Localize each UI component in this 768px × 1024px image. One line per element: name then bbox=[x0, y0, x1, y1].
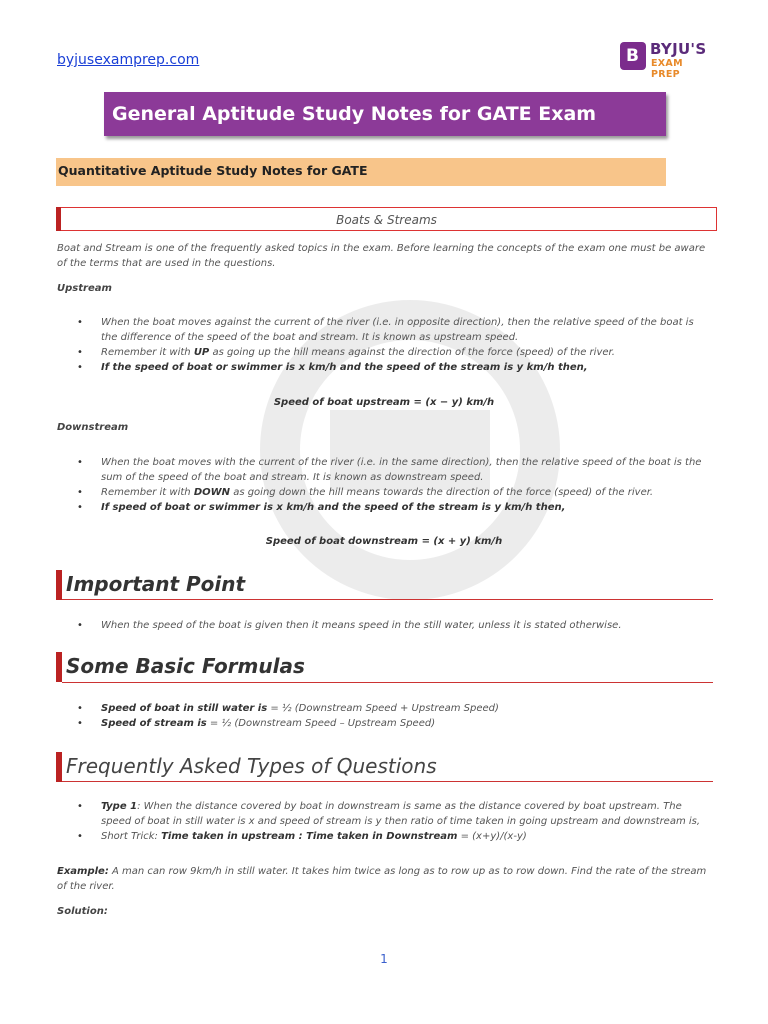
important-list bbox=[57, 618, 707, 633]
list-item: • When the speed of the boat is given then it means speed in the still water, unless it is stated otherwise. bbox=[57, 618, 707, 633]
site-link[interactable]: byjusexamprep.com bbox=[57, 52, 200, 68]
heading-divider bbox=[62, 781, 713, 782]
heading-divider bbox=[62, 682, 713, 683]
list-item: • Remember it with UP as going up the hill means against the direction of the force (speed) of the river. bbox=[57, 345, 707, 360]
downstream-heading: Downstream bbox=[57, 422, 129, 433]
downstream-formula: Speed of boat downstream = (x + y) km/h bbox=[265, 536, 503, 547]
heading-divider bbox=[62, 599, 713, 600]
heading-accent bbox=[56, 752, 62, 782]
logo-text: BYJU'S bbox=[650, 40, 707, 58]
list-item: • If the speed of boat or swimmer is x km/h and the speed of the stream is y km/h then, bbox=[57, 360, 707, 375]
list-item: • If speed of boat or swimmer is x km/h and the speed of the stream is y km/h then, bbox=[57, 500, 707, 515]
upstream-formula: Speed of boat upstream = (x − y) km/h bbox=[273, 397, 495, 408]
list-item: • Remember it with DOWN as going down the hill means towards the direction of the force (speed) of the river. bbox=[57, 485, 707, 500]
formulas-heading: Some Basic Formulas bbox=[66, 654, 305, 678]
faq-list bbox=[57, 799, 707, 844]
solution-label: Solution: bbox=[57, 906, 108, 917]
list-item: • Speed of stream is = ½ (Downstream Speed – Upstream Speed) bbox=[57, 716, 707, 731]
upstream-heading: Upstream bbox=[57, 283, 112, 294]
example-paragraph: Example: A man can row 9km/h in still water. It takes him twice as long as to row up as to row down. Find the rate of the stream of the river. bbox=[57, 866, 707, 892]
formulas-list bbox=[57, 701, 707, 731]
list-item: • Short Trick: Time taken in upstream : Time taken in Downstream = (x+y)/(x-y) bbox=[57, 829, 707, 844]
byjus-logo bbox=[620, 40, 712, 80]
topic-title: Boats & Streams bbox=[336, 213, 437, 227]
list-item: • Speed of boat in still water is = ½ (Downstream Speed + Upstream Speed) bbox=[57, 701, 707, 716]
important-heading: Important Point bbox=[66, 572, 246, 596]
page-number: 1 bbox=[380, 952, 388, 966]
page-title-banner: General Aptitude Study Notes for GATE Exam bbox=[104, 92, 666, 136]
logo-icon: B bbox=[620, 42, 646, 70]
list-item: • When the boat moves against the current of the river (i.e. in opposite direction), then the relative speed of the boat is the difference of the speed of the boat and stream. It is known as upstream speed. bbox=[57, 315, 707, 345]
heading-accent bbox=[56, 570, 62, 600]
upstream-list bbox=[57, 315, 707, 375]
list-item: • Type 1: When the distance covered by boat in downstream is same as the distance covered by boat upstream. The speed of boat in still water is x and speed of stream is y then ratio of time taken in going upstream and downstream is, bbox=[57, 799, 707, 829]
logo-subtext: EXAM PREP bbox=[651, 58, 683, 80]
heading-accent bbox=[56, 652, 62, 682]
downstream-list bbox=[57, 455, 707, 515]
intro-paragraph: Boat and Stream is one of the frequently asked topics in the exam. Before learning the concepts of the exam one must be aware of the terms that are used in the questions. bbox=[57, 243, 706, 269]
faq-heading: Frequently Asked Types of Questions bbox=[66, 754, 437, 778]
list-item: • When the boat moves with the current of the river (i.e. in the same direction), then the relative speed of the boat is the sum of the speed of the boat and stream. It is known as downstream speed. bbox=[57, 455, 707, 485]
section-title: Quantitative Aptitude Study Notes for GATE bbox=[58, 163, 368, 178]
